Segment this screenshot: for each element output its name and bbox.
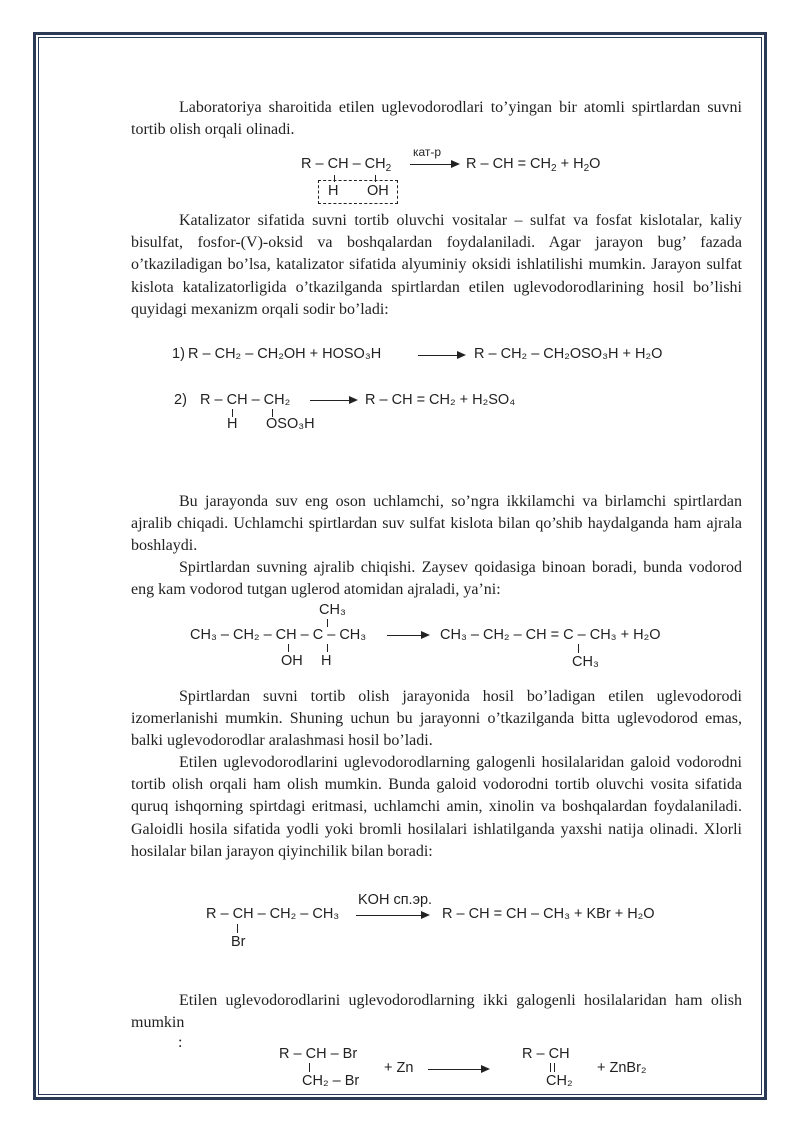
r5-arrow — [356, 915, 428, 916]
r5-br: Br — [231, 934, 246, 950]
r6-product-bottom: CH₂ — [546, 1073, 573, 1089]
r6-product-top: R – CH — [522, 1046, 570, 1062]
r4-h: H — [321, 653, 332, 669]
r1-product: R – CH = $CH_2 + H_2O$ — [466, 156, 601, 174]
r6-reactant-bottom: CH₂ – Br — [302, 1073, 360, 1089]
paragraph-2: Katalizator sifatida suvni tortib oluvchi vositalar – sulfat va fosfat kislotalar, kaliy bisulfat, fosfor-(V)-oksid va boshqalardan foydalaniladi. Agar jarayon bug’ fazada o’tkaziladigan bo’lsa, katalizator sifatida alyuminiy oksidi ishlatilishi mumkin. Jarayon sulfat kislota katalizatorligida o’tkazilganda spirtlardan etilen uglevodorodlarining hosil bo’lishi quyidagi mexanizm orqali sodir bo’ladi: — [131, 212, 742, 318]
paragraph-4: Spirtlardan suvning ajralib chiqishi. Zaysev qoidasiga binoan boradi, bunda vodorod eng kam vodorod tutgan uglerod atomidan ajraladi, ya’ni: — [131, 559, 742, 599]
r2-arrow — [418, 355, 464, 356]
paragraph-7: Etilen uglevodorodlarini uglevodorodlarning ikki galogenli hosilalaridan ham olish mumkin — [131, 992, 742, 1032]
r6-bond-left — [309, 1063, 310, 1072]
r3-reactant: R – CH – CH₂ — [200, 392, 291, 408]
r4-reactant: CH₃ – CH₂ – CH – C – CH₃ — [190, 627, 367, 643]
r3-arrow — [310, 400, 356, 401]
paragraph-1: Laboratoriya sharoitida etilen uglevodorodlari to’yingan bir atomli spirtlardan suvni tortib olish orqali olinadi. — [131, 99, 742, 139]
colon: : — [178, 1034, 183, 1051]
r5-product: R – CH = CH – CH₃ + KBr + H₂O — [442, 906, 655, 922]
r6-arrow — [428, 1069, 488, 1070]
r5-reagent: KOH сп.эр. — [358, 892, 433, 908]
r3-h: H — [227, 416, 238, 432]
r4-product: CH₃ – CH₂ – CH = C – CH₃ + H₂O — [440, 627, 661, 643]
r2-label: 1) — [172, 346, 185, 362]
r4-bond-bottom — [578, 644, 579, 653]
r6-reactant-top: R – CH – Br — [279, 1046, 358, 1062]
r2-product: R – CH₂ – CH₂OSO₃H + H₂O — [474, 346, 663, 362]
r4-ch3-bottom: CH₃ — [572, 654, 599, 670]
r6-double-bond — [550, 1063, 555, 1072]
r3-label: 2) — [174, 392, 187, 408]
paragraph-6: Etilen uglevodorodlarini uglevodorodlarning galogenli hosilalaridan galoid vodorodni tortib olish orqali ham olish mumkin. Bunda galoid vodorodni tortib oluvchi vosita sifatida quruq ishqorning spirtdagi eritmasi, uchlamchi amin, xinolin va boshqalardan foydalaniladi. Galoidli hosila sifatida yodli yoki bromli hosilalari ishlatilganda yaxshi natija olinadi. Xlorli hosilalar bilan jarayon qiyinchilik bilan boradi: — [131, 754, 742, 860]
r4-oh: OH — [281, 653, 303, 669]
r3-oso3h: OSO₃H — [266, 416, 315, 432]
r1-catalyst: кат-р — [413, 145, 442, 159]
r1-oh: OH — [367, 183, 389, 199]
r3-product: R – CH = CH₂ + H₂SO₄ — [365, 392, 516, 408]
r5-bond-br — [237, 924, 238, 933]
r6-zn: + Zn — [384, 1060, 414, 1076]
r5-reactant: R – CH – CH₂ – CH₃ — [206, 906, 340, 922]
r4-arrow — [387, 635, 428, 636]
paragraph-5: Spirtlardan suvni tortib olish jarayonida hosil bo’ladigan etilen uglevodorodi izomerlanishi mumkin. Shuning uchun bu jarayonni o’tkazilganda bitta uglevodorod emas, balki uglevodorodlar aralashmasi hosil bo’ladi. — [131, 688, 742, 750]
paragraph-3: Bu jarayonda suv eng oson uchlamchi, so’ngra ikkilamchi va birlamchi spirtlardan ajralib chiqadi. Uchlamchi spirtlardan suv sulfat kislota bilan qo’shib haydalganda ham ajrala boshlaydi. — [131, 493, 742, 555]
r1-h: H — [328, 183, 339, 199]
r1-left: R – CH – $CH_2$ — [301, 156, 392, 174]
r6-byproduct: + ZnBr₂ — [597, 1060, 647, 1076]
r4-bond-top — [327, 619, 328, 627]
r2-reactants: R – CH₂ – CH₂OH + HOSO₃H — [188, 346, 382, 362]
r1-arrow — [410, 164, 458, 165]
r4-bond-h — [327, 644, 328, 652]
r4-ch3-top: CH₃ — [319, 602, 346, 618]
r4-bond-oh — [288, 644, 289, 652]
